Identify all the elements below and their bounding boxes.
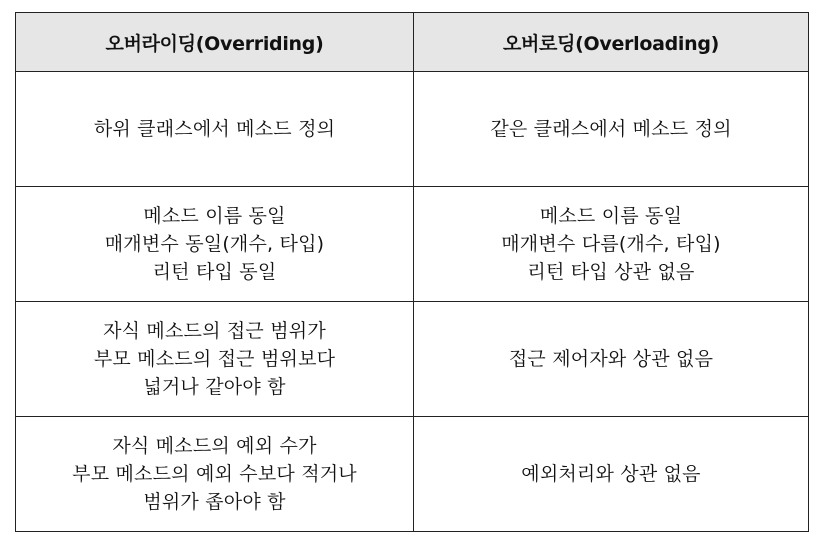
table-row xyxy=(16,187,809,302)
cell-text: 메소드 이름 동일 xyxy=(539,205,683,227)
cell-text: 리턴 타입 동일 xyxy=(152,261,277,283)
cell-text: 메소드 이름 동일 xyxy=(143,205,286,227)
overloading-cell xyxy=(414,302,809,417)
overloading-cell xyxy=(414,417,809,532)
overriding-cell xyxy=(16,302,414,417)
overriding-cell xyxy=(16,187,414,302)
overriding-cell xyxy=(16,417,414,532)
table-row xyxy=(16,302,809,417)
cell-text: 넓거나 같아야 함 xyxy=(143,376,286,398)
overloading-cell xyxy=(414,187,809,302)
cell-text: 매개변수 다름(개수, 타입) xyxy=(501,233,721,255)
header-overloading: 오버로딩(Overloading) xyxy=(414,13,809,72)
header-row xyxy=(16,13,809,72)
cell-text: 자식 메소드의 예외 수가 xyxy=(112,435,317,457)
cell-text: 접근 제어자와 상관 없음 xyxy=(508,348,714,370)
cell-text: 예외처리와 상관 없음 xyxy=(521,463,701,485)
cell-text: 매개변수 동일(개수, 타입) xyxy=(104,233,325,255)
cell-text: 자식 메소드의 접근 범위가 xyxy=(103,320,326,342)
cell-text: 범위가 좁아야 함 xyxy=(143,491,286,513)
cell-text: 부모 메소드의 접근 범위보다 xyxy=(93,348,336,370)
comparison-table xyxy=(15,12,809,532)
header-overriding: 오버라이딩(Overriding) xyxy=(16,13,414,72)
cell-text: 부모 메소드의 예외 수보다 적거나 xyxy=(72,463,357,485)
cell-text: 같은 클래스에서 메소드 정의 xyxy=(490,118,732,140)
overriding-cell xyxy=(16,72,414,187)
cell-text: 리턴 타입 상관 없음 xyxy=(527,261,695,283)
cell-text: 하위 클래스에서 메소드 정의 xyxy=(93,118,336,140)
table-row xyxy=(16,72,809,187)
table-row xyxy=(16,417,809,532)
overloading-cell xyxy=(414,72,809,187)
